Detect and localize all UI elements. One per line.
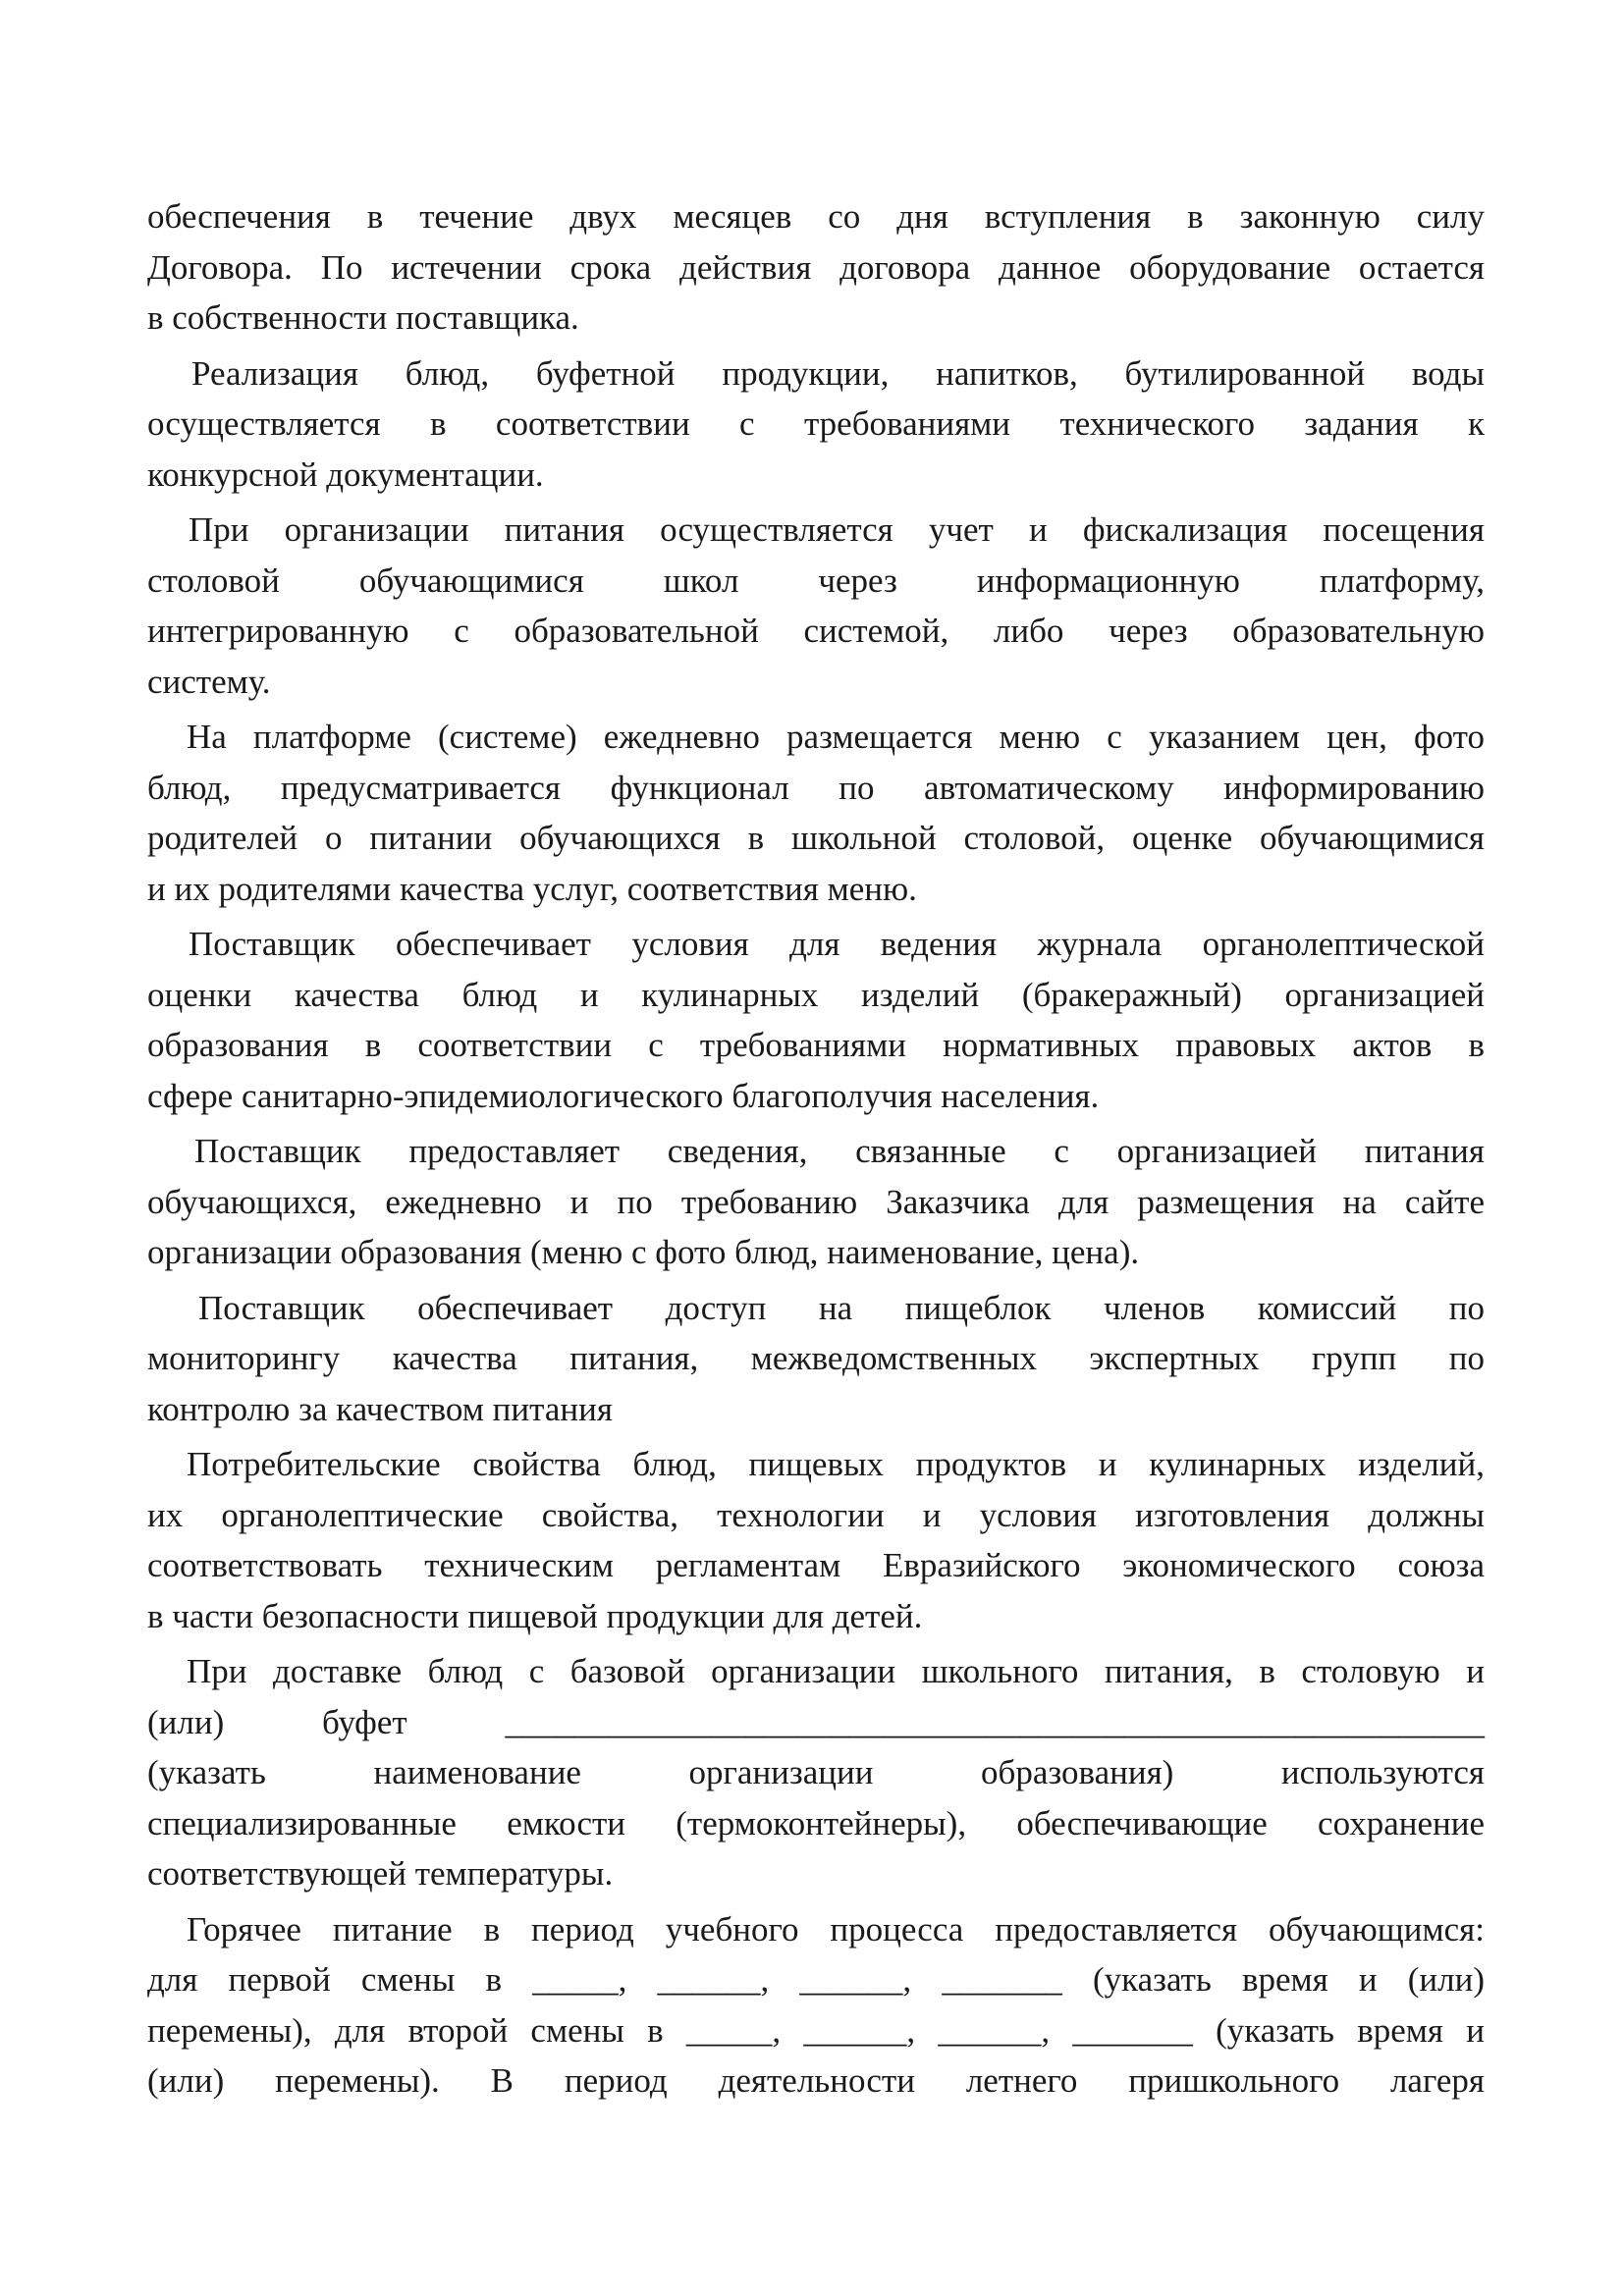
text-line: сфере санитарно-эпидемиологического благополучия населения. xyxy=(147,1076,1100,1115)
text-line: На платформе (системе) ежедневно размещается меню с указанием цен, фото xyxy=(187,718,1485,756)
text-line: оценки качества блюд и кулинарных изделий (бракеражный) организацией xyxy=(147,975,1485,1014)
text-line: специализированные емкости (термоконтейнеры), обеспечивающие сохранение xyxy=(147,1803,1485,1842)
paragraph-information xyxy=(147,1126,1485,1278)
text-line: (или) перемены). В период деятельности летнего пришкольного лагеря xyxy=(147,2061,1485,2100)
text-line: Потребительские свойства блюд, пищевых продуктов и кулинарных изделий, xyxy=(187,1445,1485,1483)
text-line: Горячее питание в период учебного процесса предоставляется обучающимся: xyxy=(187,1909,1485,1949)
text-line: Реализация блюд, буфетной продукции, напитков, бутилированной воды xyxy=(191,353,1485,393)
text-line: соответствующей температуры. xyxy=(147,1854,614,1893)
document-page xyxy=(147,191,1485,2107)
text-line: образования в соответствии с требованиями нормативных правовых актов в xyxy=(147,1026,1485,1064)
paragraph-platform xyxy=(147,712,1485,914)
text-line: перемены), для второй смены в _____, ______, ______, _______ (указать время и xyxy=(147,2010,1485,2050)
text-line: Поставщик обеспечивает доступ на пищеблок членов комиссий по xyxy=(198,1288,1485,1327)
text-line: конкурсной документации. xyxy=(147,454,544,494)
text-line: Поставщик предоставляет сведения, связанные с организацией питания xyxy=(194,1132,1485,1170)
text-line: родителей о питании обучающихся в школьной столовой, оценке обучающимися xyxy=(147,819,1485,857)
text-line: соответствовать техническим регламентам Евразийского экономического союза xyxy=(147,1546,1485,1584)
text-line: осуществляется в соответствии с требованиями технического задания к xyxy=(147,404,1485,443)
paragraph-hot-meals xyxy=(147,1904,1485,2107)
text-line: контролю за качеством питания xyxy=(147,1389,613,1428)
text-line: для первой смены в _____, ______, ______, _______ (указать время и (или) xyxy=(147,1960,1485,1999)
paragraph-realization xyxy=(147,348,1485,501)
text-line: организации образования (меню с фото блюд, наименование, цена). xyxy=(147,1233,1140,1271)
text-line: столовой обучающимися школ через информационную платформу, xyxy=(147,561,1485,600)
paragraph-fiscalization xyxy=(147,505,1485,707)
text-line: При организации питания осуществляется учет и фискализация посещения xyxy=(189,510,1485,549)
paragraph-delivery xyxy=(147,1646,1485,1899)
text-line: (указать наименование организации образования) используются xyxy=(147,1753,1485,1791)
text-line: обеспечения в течение двух месяцев со дня вступления в законную силу xyxy=(147,197,1485,236)
text-line: Договора. По истечении срока действия договора данное оборудование остается xyxy=(147,247,1485,287)
paragraph-access xyxy=(147,1283,1485,1435)
text-line: систему. xyxy=(147,662,271,701)
text-line: их органолептические свойства, технологии и условия изготовления должны xyxy=(147,1495,1485,1534)
text-line: обучающихся, ежедневно и по требованию Заказчика для размещения на сайте xyxy=(147,1182,1485,1221)
text-line: мониторингу качества питания, межведомственных экспертных групп по xyxy=(147,1339,1485,1377)
paragraph-journal xyxy=(147,919,1485,1121)
text-line: Поставщик обеспечивает условия для ведения журнала органолептической xyxy=(189,925,1485,963)
text-line: (или) буфет _________________________________________________________ xyxy=(147,1702,1485,1741)
paragraph-consumer-properties xyxy=(147,1439,1485,1641)
text-line: в собственности поставщика. xyxy=(147,298,579,337)
text-line: в части безопасности пищевой продукции для детей. xyxy=(147,1596,923,1635)
text-line: и их родителями качества услуг, соответствия меню. xyxy=(147,869,917,908)
paragraph-equipment xyxy=(147,191,1485,344)
text-line: блюд, предусматривается функционал по автоматическому информированию xyxy=(147,768,1485,807)
text-line: интегрированную с образовательной системой, либо через образовательную xyxy=(147,612,1485,650)
text-line: При доставке блюд с базовой организации школьного питания, в столовую и xyxy=(187,1652,1485,1690)
